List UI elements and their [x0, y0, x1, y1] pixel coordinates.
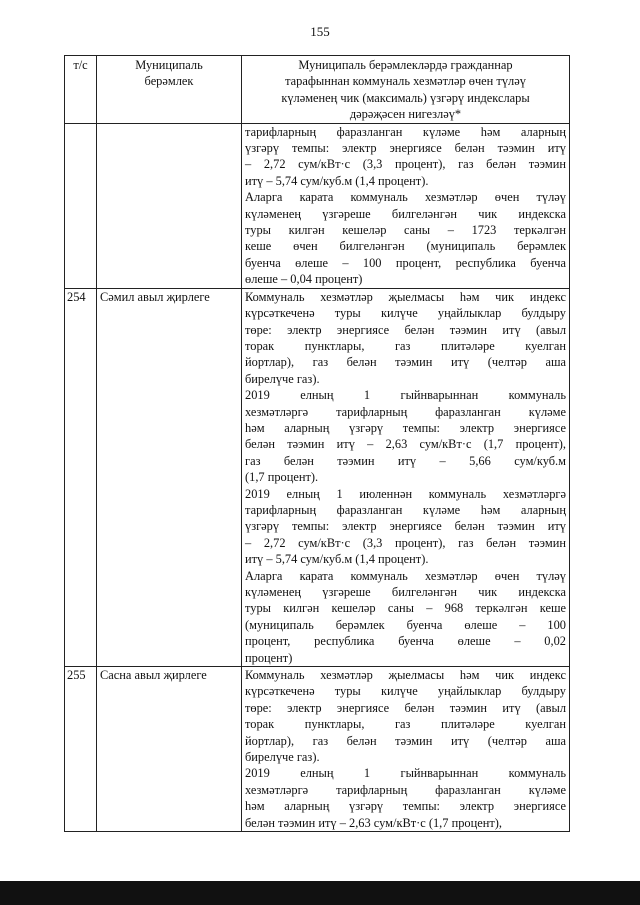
basis-paragraph: [245, 486, 566, 568]
text-line: төре: электр энергиясе белән тәэмин итү (авыл: [245, 322, 566, 337]
basis-paragraph: [245, 667, 566, 765]
text-line: (1,7 процент).: [245, 470, 319, 485]
row-number: 254: [65, 288, 97, 666]
text-line: бирелүче газ).: [245, 371, 320, 386]
text-line: Аларга карата коммуналь хезмәтләр өчен түләү: [245, 568, 566, 583]
text-line: процент): [245, 650, 293, 665]
text-line: итү – 5,74 сум/куб.м (1,4 процент).: [245, 173, 429, 188]
text-line: газ белән тәэмин итү – 5,66 сум/куб.м: [245, 453, 566, 468]
text-line: һәм аларның үзгәрү темпы: электр энергиясе: [245, 420, 566, 435]
header-basis-line: тарафыннан коммуналь хезмәтләр өчен түләү: [285, 74, 526, 89]
header-basis-line: күләменең чик (максималь) үзгәрү индекслары: [281, 90, 530, 105]
text-line: процент, республика буенча өлеше – 0,02: [245, 634, 566, 649]
header-number: т/с: [65, 56, 97, 124]
text-line: (муниципаль берәмлек буенча өлеше – 100: [245, 617, 566, 632]
text-line: 2019 елның 1 гыйнварыннан коммуналь: [245, 766, 566, 781]
text-line: белән тәэмин итү – 2,63 сум/кВт·с (1,7 процент),: [245, 437, 566, 452]
text-line: күрсәткеченә туры килүче уңайлыклар булдыру: [245, 684, 566, 699]
text-line: һәм аларның үзгәрү темпы: электр энергиясе: [245, 799, 566, 814]
text-line: – 2,72 сум/кВт·с (3,3 процент), газ белән тәэмин: [245, 535, 566, 550]
table-header-row: [65, 56, 570, 124]
text-line: үзгәрү темпы: электр энергиясе белән тәэмин итү: [245, 141, 566, 156]
text-line: 2019 елның 1 июленнән коммуналь хезмәтләргә: [245, 486, 566, 501]
text-line: буенча өлеше – 100 процент, республика буенча: [245, 255, 566, 270]
text-line: күләменең үзгәреше билгеләнгән чик индекска: [245, 585, 566, 599]
basis-paragraph: [245, 568, 566, 666]
table-row: [65, 123, 570, 288]
row-number: [65, 123, 97, 288]
text-line: торак пунктлары, газ плитәләре куелган: [245, 717, 566, 732]
text-line: төре: электр энергиясе белән тәэмин итү (авыл: [245, 700, 566, 715]
text-line: йортлар), газ белән тәэмин итү (челтәр аша: [245, 355, 566, 370]
basis-paragraph: [245, 189, 566, 287]
header-municipality-line: берәмлек: [144, 74, 194, 89]
text-line: йортлар), газ белән тәэмин итү (челтәр аша: [245, 733, 566, 748]
text-line: итү – 5,74 сум/куб.м (1,4 процент).: [245, 552, 429, 567]
text-line: туры килгән кешеләр саны – 968 теркәлгән кеше: [245, 601, 566, 616]
text-line: хезмәтләргә тарифларның фаразланган күләме: [245, 404, 566, 419]
text-line: 2019 елның 1 гыйнварыннан коммуналь: [245, 388, 566, 403]
text-line: торак пунктлары, газ плитәләре куелган: [245, 338, 566, 353]
text-line: үзгәрү темпы: электр энергиясе белән тәэмин итү: [245, 519, 566, 534]
scan-bottom-border: [0, 881, 640, 905]
row-number: 255: [65, 667, 97, 832]
header-basis-line: дәрәҗәсен нигезләү*: [349, 107, 462, 122]
text-line: – 2,72 сум/кВт·с (3,3 процент), газ белән тәэмин: [245, 157, 566, 172]
text-line: Аларга карата коммуналь хезмәтләр өчен түләү: [245, 190, 566, 205]
tariff-table: [64, 55, 570, 832]
text-line: белән тәэмин итү – 2,63 сум/кВт·с (1,7 процент),: [245, 815, 502, 830]
table-row: [65, 288, 570, 666]
municipality-name: Сасна авыл җирлеге: [97, 667, 242, 832]
header-basis-line: Муниципаль берәмлекләрдә гражданнар: [298, 58, 513, 72]
header-municipality-line: Муниципаль: [135, 58, 203, 72]
text-line: туры килгән кешеләр саны – 1723 теркәлгән: [245, 223, 566, 238]
basis-text: [242, 667, 570, 832]
basis-paragraph: [245, 765, 566, 831]
municipality-name: Сәмил авыл җирлеге: [97, 288, 242, 666]
basis-paragraph: [245, 387, 566, 485]
text-line: күләменең үзгәреше билгеләнгән чик индекска: [245, 206, 566, 221]
table-body: [65, 123, 570, 831]
text-line: тарифларның фаразланган күләме һәм аларның: [245, 124, 566, 139]
text-line: тарифларның фаразланган күләме һәм аларның: [245, 502, 566, 517]
basis-paragraph: [245, 124, 566, 190]
text-line: өлеше – 0,04 процент): [245, 272, 363, 287]
basis-paragraph: [245, 289, 566, 387]
page-number: 155: [310, 24, 330, 39]
text-line: хезмәтләргә тарифларның фаразланган күләме: [245, 782, 566, 797]
text-line: Коммуналь хезмәтләр җыелмасы һәм чик индекс: [245, 289, 566, 304]
text-line: бирелүче газ).: [245, 750, 320, 765]
municipality-name: [97, 123, 242, 288]
header-basis: [242, 56, 570, 124]
basis-text: [242, 288, 570, 666]
text-line: кеше өчен билгеләнгән (муниципаль берәмлек: [245, 239, 566, 254]
table-row: [65, 667, 570, 832]
text-line: күрсәткеченә туры килүче уңайлыклар булдыру: [245, 306, 566, 321]
header-municipality: [97, 56, 242, 124]
text-line: Коммуналь хезмәтләр җыелмасы һәм чик индекс: [245, 668, 566, 683]
basis-text: [242, 123, 570, 288]
